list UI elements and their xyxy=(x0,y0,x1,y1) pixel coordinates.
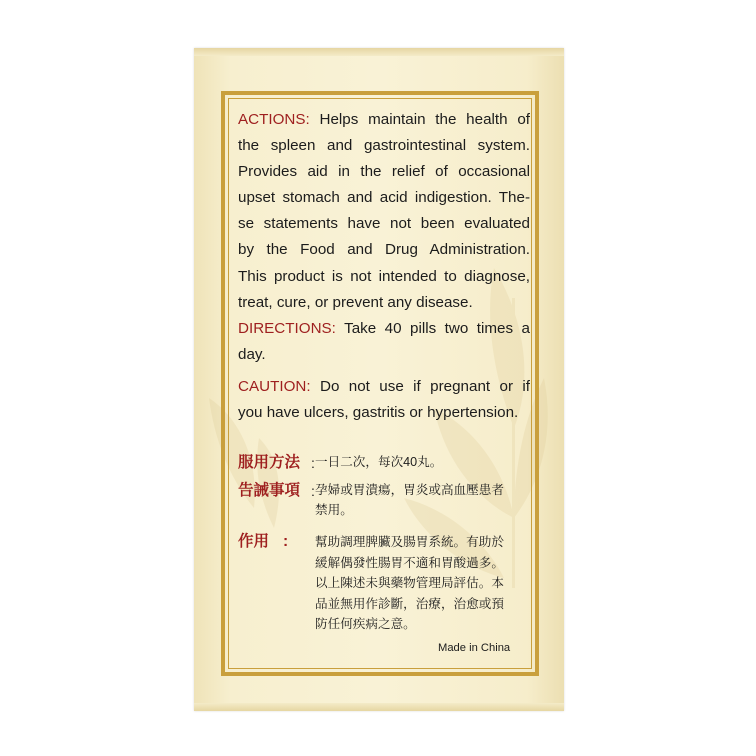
chinese-label-text xyxy=(238,453,538,635)
product-box-side-panel xyxy=(194,48,564,711)
actions-line-6: by the Food and Drug Administration. xyxy=(238,241,530,259)
caution-line-2: you have ulcers, gastritis or hypertension. xyxy=(238,404,519,422)
actions-heading: ACTIONS: xyxy=(238,111,310,128)
directions-line-2: day. xyxy=(238,345,266,363)
warning-heading: 告誡事項 xyxy=(238,482,301,499)
made-in-label: Made in China xyxy=(438,642,511,654)
action-line-2: 緩解偶發性腸胃不適和胃酸過多。 xyxy=(315,555,504,570)
dosage-heading: 服用方法 xyxy=(238,454,301,471)
actions-line-8: treat, cure, or prevent any disease. xyxy=(238,293,473,311)
warning-line-1: 孕婦或胃潰瘍，胃炎或高血壓患者 xyxy=(315,483,504,497)
directions-line-1: DIRECTIONS: Take 40 pills two times a xyxy=(238,319,530,337)
actions-line-1: ACTIONS: Helps maintain the health of xyxy=(238,111,530,128)
action-line-5: 防任何疾病之意。 xyxy=(315,617,416,631)
actions-line-5: se statements have not been evaluated xyxy=(238,215,530,233)
warning-line-2: 禁用。 xyxy=(315,502,353,517)
dosage-row: 服用方法 : 一日二次，每次40丸。 xyxy=(238,454,443,471)
caution-heading: CAUTION: xyxy=(238,377,311,395)
box-bottom-edge xyxy=(194,703,564,711)
actions-line-4: upset stomach and acid indigestion. The- xyxy=(238,189,530,207)
dosage-line: 一日二次，每次40丸。 xyxy=(315,455,443,469)
actions-line-2: the spleen and gastrointestinal system. xyxy=(238,137,530,155)
action-line-3: 以上陳述未與藥物管理局評估。本 xyxy=(315,576,504,590)
action-heading: 作用 xyxy=(238,533,270,550)
box-top-edge xyxy=(194,48,564,56)
action-line-4: 品並無用作診斷，治療，治愈或預 xyxy=(315,596,504,611)
actions-line-3: Provides aid in the relief of occasional xyxy=(238,163,530,181)
actions-line-7: This product is not intended to diagnose, xyxy=(238,267,530,285)
action-row: 作用 : 幫助調理脾臟及腸胃系統。有助於 緩解偶發性腸胃不適和胃酸過多。 以上陳述未與藥物管理局評估。本 品並無用作診斷，治療，治愈或預 防任何疾病之意。 xyxy=(238,532,538,635)
directions-heading: DIRECTIONS: xyxy=(238,319,336,337)
warning-row: 告誡事項 : 孕婦或胃潰瘍，胃炎或高血壓患者 禁用。 xyxy=(238,481,538,520)
caution-line-1: CAUTION: Do not use if pregnant or if xyxy=(238,377,530,395)
action-line-1: 幫助調理脾臟及腸胃系統。有助於 xyxy=(315,535,504,549)
english-label-text xyxy=(238,107,530,426)
